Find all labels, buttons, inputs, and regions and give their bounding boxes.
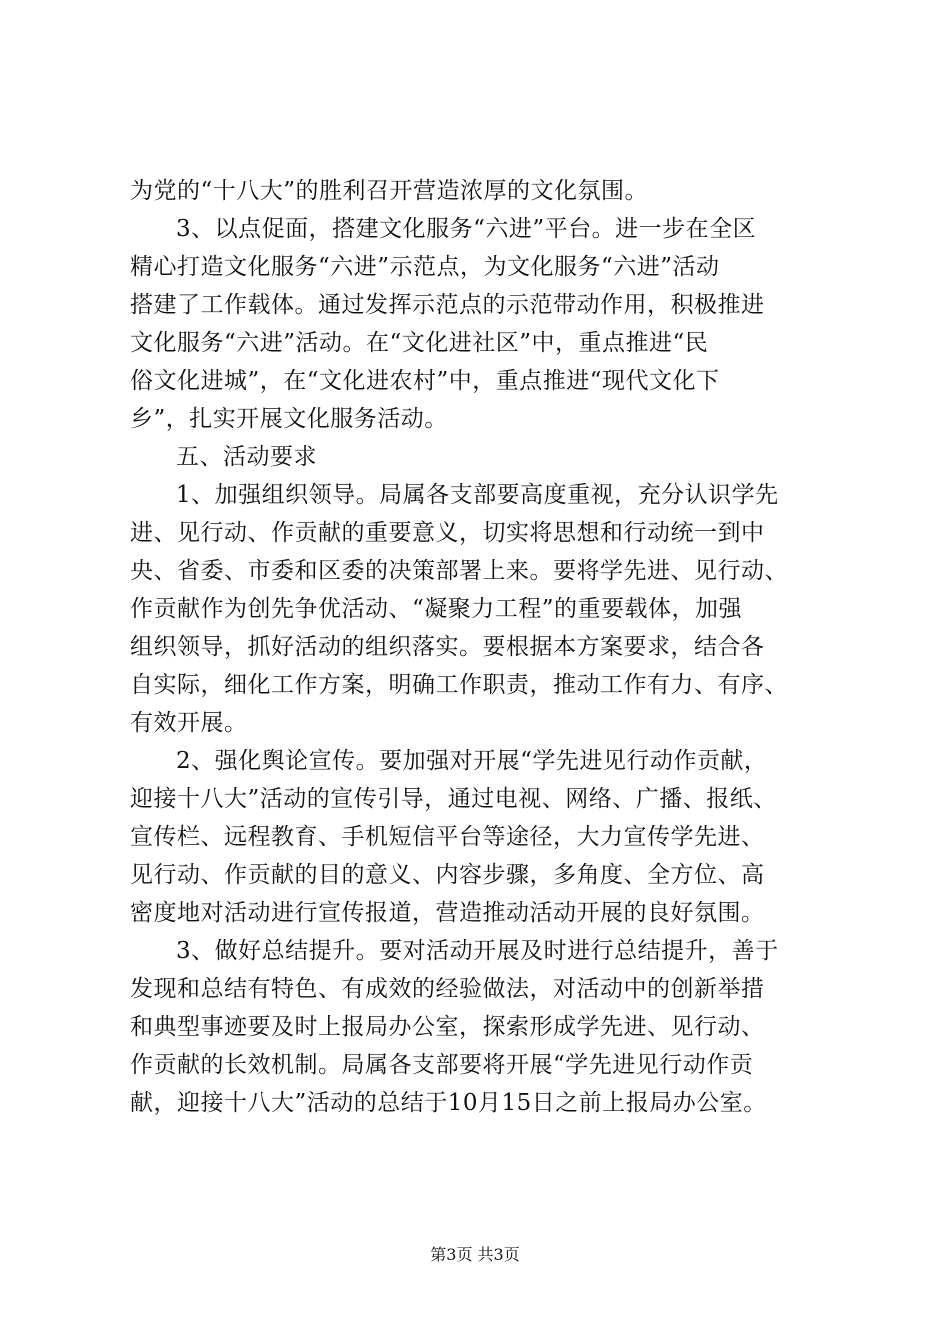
text-line: 搭建了工作载体。通过发挥示范点的示范带动作用，积极推进 bbox=[130, 292, 765, 318]
text-line: 献，迎接十八大”活动的总结于10月15日之前上报局办公室。 bbox=[130, 1090, 767, 1116]
text-line: 迎接十八大”活动的宣传引导，通过电视、网络、广播、报纸、 bbox=[130, 786, 777, 812]
text-line: 和典型事迹要及时上报局办公室，探索形成学先进、见行动、 bbox=[130, 1014, 765, 1040]
text-line: 3、做好总结提升。要对活动开展及时进行总结提升，善于 bbox=[176, 938, 779, 964]
text-line: 3、以点促面，搭建文化服务“六进”平台。进一步在全区 bbox=[176, 216, 757, 242]
page-number-footer: 第3页 共3页 bbox=[430, 1245, 520, 1264]
text-line: 发现和总结有特色、有成效的经验做法，对活动中的创新举措 bbox=[130, 976, 765, 1002]
text-line: 见行动、作贡献的目的意义、内容步骤，多角度、全方位、高 bbox=[130, 862, 765, 888]
document-body bbox=[130, 172, 850, 1122]
text-line: 乡”，扎实开展文化服务活动。 bbox=[130, 406, 448, 432]
text-line: 作贡献的长效机制。局属各支部要将开展“学先进见行动作贡 bbox=[130, 1052, 754, 1078]
text-line: 为党的“十八大”的胜利召开营造浓厚的文化氛围。 bbox=[130, 178, 649, 204]
text-line: 作贡献作为创先争优活动、“凝聚力工程”的重要载体，加强 bbox=[130, 596, 743, 622]
text-line: 自实际，细化工作方案，明确工作职责，推动工作有力、有序、 bbox=[130, 672, 788, 698]
text-line: 央、省委、市委和区委的决策部署上来。要将学先进、见行动、 bbox=[130, 558, 788, 584]
text-line: 宣传栏、远程教育、手机短信平台等途径，大力宣传学先进、 bbox=[130, 824, 765, 850]
text-line: 进、见行动、作贡献的重要意义，切实将思想和行动统一到中 bbox=[130, 520, 765, 546]
text-line: 2、强化舆论宣传。要加强对开展“学先进见行动作贡献， bbox=[176, 748, 768, 774]
text-line: 俗文化进城”，在“文化进农村”中，重点推进“现代文化下 bbox=[130, 368, 720, 394]
text-line: 有效开展。 bbox=[130, 710, 248, 736]
text-line: 1、加强组织领导。局属各支部要高度重视，充分认识学先 bbox=[176, 482, 779, 508]
text-line: 密度地对活动进行宣传报道，营造推动活动开展的良好氛围。 bbox=[130, 900, 765, 926]
text-line: 精心打造文化服务“六进”示范点，为文化服务“六进”活动 bbox=[130, 254, 720, 280]
text-line: 文化服务“六进”活动。在“文化进社区”中，重点推进“民 bbox=[130, 330, 709, 356]
section-heading: 五、活动要求 bbox=[176, 444, 317, 470]
text-line: 组织领导，抓好活动的组织落实。要根据本方案要求，结合各 bbox=[130, 634, 765, 660]
